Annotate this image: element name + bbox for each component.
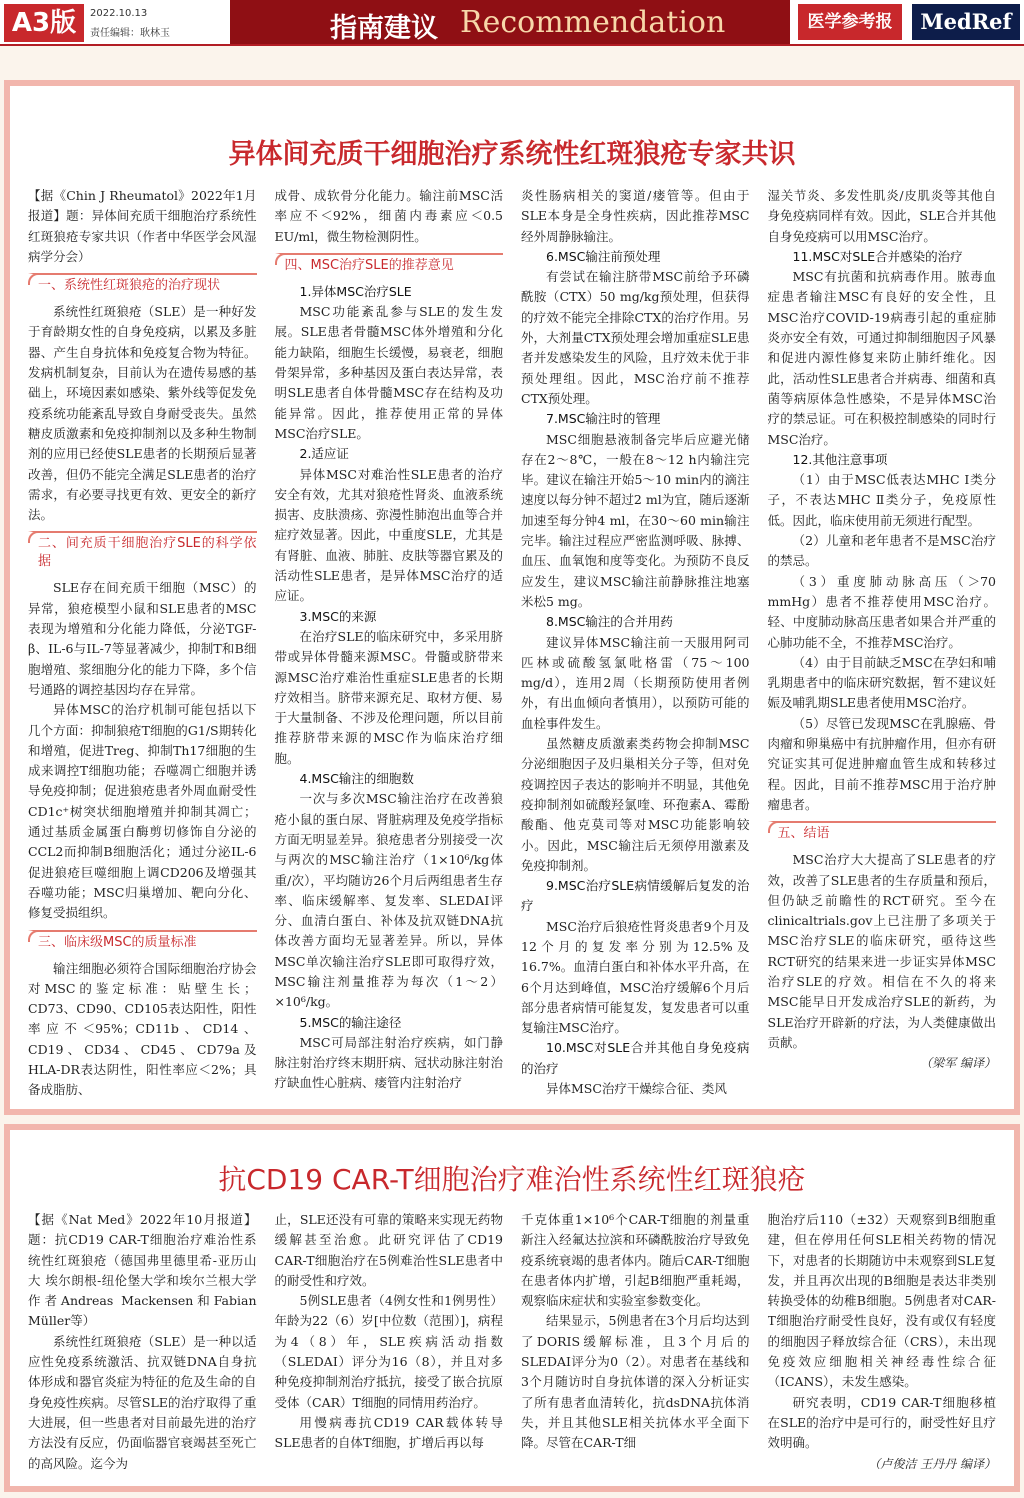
section-heading: 一、系统性红斑狼疮的治疗现状 bbox=[28, 273, 257, 298]
subheading: 9.MSC治疗SLE病情缓解后复发的治疗 bbox=[521, 878, 750, 914]
paragraph: （4）由于目前缺乏MSC在孕妇和哺乳期患者中的临床研究数据，暂不建议妊娠及哺乳期SLE患者使用MSC治疗。 bbox=[767, 654, 996, 711]
subheading: 6.MSC输注前预处理 bbox=[546, 248, 661, 264]
column-2 bbox=[275, 1210, 504, 1495]
section-heading: 五、结语 bbox=[768, 821, 997, 846]
subheading: 10.MSC对SLE合并其他自身免疫病的治疗 bbox=[521, 1040, 750, 1076]
paragraph: （1）由于MSC低表达MHC Ⅰ类分子，不表达MHC Ⅱ类分子，免疫原性低。因此，临床使用前无须进行配型。 bbox=[767, 472, 996, 528]
paragraph: 结果显示，5例患者在3个月后均达到了DORIS缓解标准，且3个月后的SLEDAI评分为0（2）。对患者在基线和3个月随访时自身抗体谱的深入分析证实了所有患者血清转化，抗dsDNA抗体消失，并且其他SLE相关抗体水平全面下降。尽管在CAR-T细 bbox=[521, 1313, 750, 1451]
paragraph: 胞治疗后110（±32）天观察到B细胞重建，但在停用任何SLE相关药物的情况下，对患者的长期随访中未观察到SLE复发，并且再次出现的B细胞是表达非类别转换受体的幼稚B细胞。5例患者对CAR-T细胞治疗耐受性良好，没有或仅有轻度的细胞因子释放综合征（CRS），未出现免疫效应细胞相关神经毒性综合征（ICANS），未发生感染。 bbox=[767, 1212, 996, 1390]
column-3 bbox=[521, 186, 750, 1116]
paragraph: （2）儿童和老年患者不是MSC治疗的禁忌。 bbox=[767, 533, 996, 569]
paragraph: 输注细胞必须符合国际细胞治疗协会对MSC的鉴定标准：贴壁生长；CD73、CD90、CD105表达阳性，阳性率应不＜95%；CD11b、CD14、CD19、CD34、CD45、CD79a及HLA-DR表达阴性，阳性率应＜2%；具备成脂肪、 bbox=[28, 960, 257, 1098]
paragraph: 建议异体MSC输注前一天服用阿司匹林或硫酸氢氯吡格雷（75～100 mg/d），连用2周（长期预防使用者例外，有出血倾向者慎用），以预防可能的血栓事件发生。 bbox=[521, 634, 750, 731]
paragraph: 系统性红斑狼疮（SLE）是一种好发于育龄期女性的自身免疫病，以累及多脏器、产生自身抗体和免疫复合物为特征。发病机制复杂，目前认为在遗传易感的基础上，环境因素如感染、紫外线等促发免疫系统功能紊乱导致自身耐受丧失。虽然糖皮质激素和免疫抑制剂以及多种生物制剂的应用已经使SLE患者的长期预后显著改善，但仍不能完全满足SLE患者的治疗需求，有必要寻找更有效、更安全的新疗法。 bbox=[28, 304, 257, 523]
section-heading: 四、MSC治疗SLE的推荐意见 bbox=[275, 253, 504, 278]
paragraph: 5例SLE患者（4例女性和1例男性）年龄为22（6）岁[中位数（范围）]，病程为4（8）年，SLE疾病活动指数（SLEDAI）评分为16（8），并且对多种免疫抑制剂治疗抵抗，接受了嵌合抗原受体（CAR）T细胞的同情用药治疗。 bbox=[274, 1293, 503, 1410]
paragraph: 虽然糖皮质激素类药物会抑制MSC分泌细胞因子及归巢相关分子等，但对免疫调控因子表达的影响并不明显，其他免疫抑制剂如硫酸羟氯喹、环孢素A、霉酚酸酯、他克莫司等对MSC功能影响较小。因此，MSC输注后无须停用激素及免疫抑制剂。 bbox=[521, 736, 750, 873]
subheading: 12.其他注意事项 bbox=[792, 451, 888, 467]
paragraph: 系统性红斑狼疮（SLE）是一种以适应性免疫系统激活、抗双链DNA自身抗体形成和器官炎症为特征的危及生命的自身免疫性疾病。尽管SLE的治疗取得了重大进展，但一些患者对目前最先进的治疗方法没有反应，仍面临器官衰竭甚至死亡的高风险。迄今为 bbox=[28, 1333, 257, 1471]
column-1 bbox=[28, 1210, 257, 1495]
paragraph: （3）重度肺动脉高压（＞70 mmHg）患者不推荐使用MSC治疗。轻、中度肺动脉高压患者如果合并严重的心肺功能不全，不推荐MSC治疗。 bbox=[767, 573, 996, 650]
section-banner bbox=[230, 0, 790, 44]
paragraph: MSC治疗大大提高了SLE患者的疗效，改善了SLE患者的生存质量和预后，但仍缺乏前瞻性的RCT研究。至今在clinicaltrials.gov上已注册了多项关于MSC治疗SLE的临床研究，亟待这些RCT研究的结果来进一步证实异体MSC治疗SLE的疗效。相信在不久的将来MSC能早日开发成治疗SLE的新药，为SLE治疗开辟新的疗法，为人类健康做出贡献。 bbox=[767, 852, 996, 1050]
subheading: 11.MSC对SLE合并感染的治疗 bbox=[792, 248, 963, 264]
subheading: 1.异体MSC治疗SLE bbox=[299, 283, 412, 299]
paragraph: 异体MSC对难治性SLE患者的治疗安全有效，尤其对狼疮性肾炎、血液系统损害、皮肤溃疡、弥漫性肺泡出血等合并症疗效显著。因此，中重度SLE，尤其是有肾脏、血液、肺脏、皮肤等器官累及的活动性SLE患者，是异体MSC治疗的适应证。 bbox=[274, 466, 503, 604]
article-msc-consensus bbox=[4, 80, 1020, 1115]
paragraph: 异体MSC治疗干燥综合征、类风 bbox=[546, 1081, 727, 1097]
section-heading: 二、间充质干细胞治疗SLE的科学依据 bbox=[28, 531, 257, 574]
paragraph: MSC治疗后狼疮性肾炎患者9个月及12个月的复发率分别为12.5%及16.7%。血清白蛋白和补体水平升高，在6个月达到峰值，MSC治疗缓解6个月后部分患者病情可能复发，复发患者可以重复输注MSC治疗。 bbox=[521, 918, 750, 1036]
paragraph: MSC功能紊乱参与SLE的发生发展。SLE患者骨髓MSC体外增殖和分化能力缺陷，细胞生长缓慢，易衰老，细胞骨架异常，多种基因及蛋白表达异常，表明SLE患者自体骨髓MSC存在结构及功能异常。因此，推荐使用正常的异体MSC治疗SLE。 bbox=[274, 304, 503, 441]
subheading: 7.MSC输注时的管理 bbox=[546, 411, 661, 427]
subheading: 5.MSC的输注途径 bbox=[299, 1014, 402, 1030]
issue-date: 2022.10.13 bbox=[90, 8, 148, 19]
masthead bbox=[0, 0, 1024, 46]
article-columns bbox=[28, 1210, 996, 1495]
responsible-editor: 责任编辑：耿林玉 bbox=[90, 28, 170, 39]
paragraph: 一次与多次MSC输注治疗在改善狼疮小鼠的蛋白尿、肾脏病理及免疫学指标方面无明显差异。狼疮患者分别接受一次与两次的MSC输注治疗（1×10⁶/kg体重/次），平均随访26个月后两组患者生存率、临床缓解率、复发率、SLEDAI评分、血清白蛋白、补体及抗双链DNA抗体改善方面均无显著差异。所以，异体MSC单次输注治疗SLE即可取得疗效，MSC输注剂量推荐为每次（1～2）×10⁶/kg。 bbox=[274, 791, 503, 1010]
subheading: 4.MSC输注的细胞数 bbox=[299, 771, 414, 787]
paragraph: 炎性肠病相关的窦道/瘘管等。但由于SLE本身是全身性疾病，因此推荐MSC经外周静脉输注。 bbox=[521, 188, 750, 244]
brand-logo-cn: 医学参考报 bbox=[798, 4, 902, 40]
paragraph: MSC有抗菌和抗病毒作用。脓毒血症患者输注MSC有良好的安全性，且MSC治疗COVID-19病毒引起的重症肺炎亦安全有效，可通过抑制细胞因子风暴和促进内源性修复来防止肺纤维化。因此，活动性SLE患者合并病毒、细菌和真菌等病原体急性感染，不是异体MSC治疗的禁忌证。可在积极控制感染的同时行MSC治疗。 bbox=[767, 269, 996, 447]
article-car-t bbox=[4, 1124, 1020, 1492]
paragraph: 研究表明，CD19 CAR-T细胞移植在SLE的治疗中是可行的，耐受性好且疗效明确。 bbox=[767, 1394, 996, 1451]
section-heading: 三、临床级MSC的质量标准 bbox=[28, 930, 257, 955]
brand-logo-en: MedRef bbox=[912, 4, 1020, 40]
paragraph: 用慢病毒抗CD19 CAR载体转导SLE患者的自体T细胞，扩增后再以每 bbox=[274, 1414, 503, 1451]
paragraph: 【据《Nat Med》2022年10月报道】题：抗CD19 CAR-T细胞治疗难治性系统性红斑狼疮（德国弗里德里希-亚历山大 埃尔朗根-纽伦堡大学和埃尔兰根大学 作者Andreas Mackensen和Fabian Müller等） bbox=[28, 1212, 257, 1329]
paragraph: 有尝试在输注脐带MSC前给予环磷酰胺（CTX）50 mg/kg预处理，但获得的疗效不能完全排除CTX的治疗作用。另外，大剂量CTX预处理会增加重症SLE患者并发感染发生的风险，且疗效未优于非预处理组。因此，MSC治疗前不推荐CTX预处理。 bbox=[521, 269, 750, 406]
article-title: 抗CD19 CAR-T细胞治疗难治性系统性红斑狼疮 bbox=[218, 1163, 806, 1196]
column-2 bbox=[275, 186, 504, 1116]
paragraph: 止，SLE还没有可靠的策略来实现无药物缓解甚至治愈。此研究评估了CD19 CAR-T细胞治疗在5例难治性SLE患者中的耐受性和疗效。 bbox=[274, 1212, 503, 1288]
article-columns bbox=[28, 186, 996, 1116]
paragraph: 千克体重1×10⁶个CAR-T细胞的剂量重新注入经氟达拉滨和环磷酰胺治疗导致免疫系统衰竭的患者体内。随后CAR-T细胞在患者体内扩增，引起B细胞严重耗竭，观察临床症状和实验室参数变化。 bbox=[521, 1212, 750, 1309]
paragraph: 【据《Chin J Rheumatol》2022年1月报道】题：异体间充质干细胞治疗系统性红斑狼疮专家共识（作者中华医学会风湿病学分会） bbox=[28, 188, 257, 264]
subheading: 8.MSC输注的合并用药 bbox=[546, 614, 673, 630]
paragraph: 成骨、成软骨分化能力。输注前MSC活率应不＜92%，细菌内毒素应＜0.5 EU/ml，微生物检测阴性。 bbox=[274, 188, 503, 244]
article-title: 异体间充质干细胞治疗系统性红斑狼疮专家共识 bbox=[228, 139, 796, 170]
paragraph: （5）尽管已发现MSC在乳腺癌、骨肉瘤和卵巢癌中有抗肿瘤作用，但亦有研究证实其可促进肿瘤血管生成和转移过程。因此，目前不推荐MSC用于治疗肿瘤患者。 bbox=[767, 715, 996, 812]
edition-badge: A3版 bbox=[4, 4, 84, 42]
translator-credit: （梁军 编译） bbox=[920, 1056, 996, 1071]
section-title-en: Recommendation bbox=[460, 5, 726, 40]
paragraph: MSC可局部注射治疗疾病，如门静脉注射治疗终末期肝病、冠状动脉注射治疗缺血性心脏病、瘘管内注射治疗 bbox=[274, 1034, 503, 1091]
translator-credit: （卢俊洁 王丹丹 编译） bbox=[868, 1456, 996, 1471]
column-1 bbox=[28, 186, 257, 1116]
paragraph: 在治疗SLE的临床研究中，多采用脐带或异体骨髓来源MSC。骨髓或脐带来源MSC治疗难治性重症SLE患者的长期疗效相当。脐带来源充足、取材方便、易于大量制备、不涉及伦理问题，所以目前推荐脐带来源的MSC作为临床治疗细胞。 bbox=[274, 628, 503, 766]
paragraph: 异体MSC的治疗机制可能包括以下几个方面：抑制狼疮T细胞的G1/S期转化和增殖，促进Treg、抑制Th17细胞的生成来调控T细胞功能；吞噬凋亡细胞并诱导免疫抑制；促进狼疮患者外周血耐受性CD1c⁺树突状细胞增殖并抑制其凋亡；通过基质金属蛋白酶剪切修饰自分泌的CCL2而抑制B细胞活化；通过分泌IL-6促进狼疮巨噬细胞上调CD206及增强其吞噬功能；MSC归巢增加、靶向分化、修复受损组织。 bbox=[28, 702, 257, 921]
paragraph: SLE存在间充质干细胞（MSC）的异常，狼疮模型小鼠和SLE患者的MSC表现为增殖和分化能力降低，分泌TGF-β、IL-6与IL-7等显著减少，抑制T和B细胞增殖、浆细胞分化的能力下降，多个信号通路的调控基因均存在异常。 bbox=[28, 580, 257, 697]
column-4 bbox=[768, 186, 997, 1116]
subheading: 3.MSC的来源 bbox=[299, 608, 377, 624]
column-3 bbox=[521, 1210, 750, 1495]
paragraph: MSC细胞悬液制备完毕后应避光储存在2～8℃，一般在8～12 h内输注完毕。建议在输注开始5～10 min内的滴注速度以每分钟不超过2 ml为宜，随后逐渐加速至每分钟4 ml，在30～60 min输注完毕。输注过程应严密监测呼吸、脉搏、血压、血氧饱和度等变化。为预防不良反应发生，建议MSC输注前静脉推注地塞米松5 mg。 bbox=[521, 431, 750, 609]
section-title-cn: 指南建议 bbox=[330, 13, 438, 44]
subheading: 2.适应证 bbox=[299, 446, 349, 462]
paragraph: 湿关节炎、多发性肌炎/皮肌炎等其他自身免疫病同样有效。因此，SLE合并其他自身免疫病可以用MSC治疗。 bbox=[767, 188, 996, 244]
column-4 bbox=[768, 1210, 997, 1495]
